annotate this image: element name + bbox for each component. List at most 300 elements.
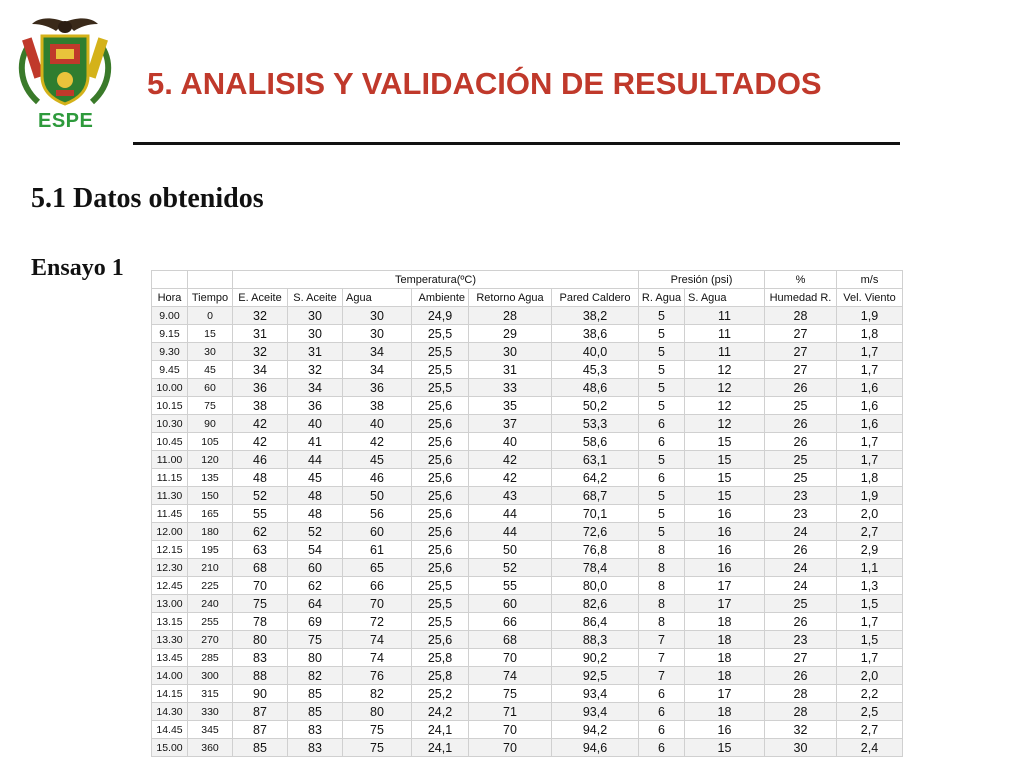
table-cell: 7 — [639, 649, 685, 667]
table-cell: 88 — [233, 667, 288, 685]
table-cell: 90 — [233, 685, 288, 703]
table-cell: 6 — [639, 721, 685, 739]
table-cell: 7 — [639, 631, 685, 649]
table-cell: 48,6 — [552, 379, 639, 397]
table-cell: 1,7 — [837, 451, 903, 469]
table-cell: 1,9 — [837, 307, 903, 325]
table-cell: 80 — [343, 703, 412, 721]
humidity-unit-header: % — [765, 271, 837, 289]
table-cell: 32 — [765, 721, 837, 739]
table-cell: 30 — [343, 307, 412, 325]
table-cell: 27 — [765, 325, 837, 343]
table-cell: 75 — [343, 739, 412, 757]
table-cell: 35 — [469, 397, 552, 415]
table-cell: 25,6 — [412, 451, 469, 469]
table-cell: 5 — [639, 505, 685, 523]
table-cell: 10.30 — [152, 415, 188, 433]
table-cell: 12.00 — [152, 523, 188, 541]
table-row — [152, 505, 903, 523]
table-cell: 11.30 — [152, 487, 188, 505]
table-cell: 52 — [233, 487, 288, 505]
table-cell: 1,6 — [837, 415, 903, 433]
table-cell: 18 — [685, 631, 765, 649]
table-cell: 6 — [639, 685, 685, 703]
table-cell: 27 — [765, 649, 837, 667]
table-cell: 8 — [639, 559, 685, 577]
table-cell: 90 — [188, 415, 233, 433]
table-cell: 82,6 — [552, 595, 639, 613]
table-cell: 6 — [639, 703, 685, 721]
table-cell: 50 — [343, 487, 412, 505]
table-cell: 210 — [188, 559, 233, 577]
table-cell: 32 — [233, 343, 288, 361]
table-cell: 26 — [765, 433, 837, 451]
table-cell: 1,5 — [837, 595, 903, 613]
table-cell: 18 — [685, 667, 765, 685]
table-cell: 75 — [288, 631, 343, 649]
table-cell: 60 — [343, 523, 412, 541]
table-row — [152, 703, 903, 721]
table-cell: 85 — [288, 703, 343, 721]
table-cell: 24,1 — [412, 721, 469, 739]
column-header: E. Aceite — [233, 289, 288, 307]
table-cell: 255 — [188, 613, 233, 631]
table-cell: 16 — [685, 523, 765, 541]
table-cell: 71 — [469, 703, 552, 721]
table-cell: 25,5 — [412, 361, 469, 379]
table-cell: 58,6 — [552, 433, 639, 451]
table-cell: 5 — [639, 325, 685, 343]
table-cell: 11.45 — [152, 505, 188, 523]
table-cell: 5 — [639, 523, 685, 541]
table-cell: 8 — [639, 577, 685, 595]
table-cell: 25,5 — [412, 613, 469, 631]
table-cell: 28 — [765, 307, 837, 325]
table-cell: 24,9 — [412, 307, 469, 325]
table-body — [152, 307, 903, 757]
table-cell: 2,7 — [837, 523, 903, 541]
table-cell: 83 — [288, 721, 343, 739]
table-cell: 5 — [639, 487, 685, 505]
table-cell: 1,8 — [837, 469, 903, 487]
table-cell: 74 — [469, 667, 552, 685]
table-cell: 1,5 — [837, 631, 903, 649]
table-cell: 12 — [685, 379, 765, 397]
table-cell: 46 — [343, 469, 412, 487]
table-cell: 15 — [685, 469, 765, 487]
table-cell: 25,6 — [412, 523, 469, 541]
table-cell: 70 — [469, 649, 552, 667]
column-header: Pared Caldero — [552, 289, 639, 307]
column-header: Tiempo — [188, 289, 233, 307]
table-cell: 300 — [188, 667, 233, 685]
results-table — [151, 270, 903, 757]
column-header: Agua — [343, 289, 412, 307]
table-cell: 18 — [685, 703, 765, 721]
table-cell: 120 — [188, 451, 233, 469]
pressure-group-header: Presión (psi) — [639, 271, 765, 289]
table-cell: 26 — [765, 379, 837, 397]
table-cell: 165 — [188, 505, 233, 523]
table-cell: 9.30 — [152, 343, 188, 361]
table-row — [152, 577, 903, 595]
table-cell: 11.00 — [152, 451, 188, 469]
table-cell: 26 — [765, 667, 837, 685]
table-cell: 2,4 — [837, 739, 903, 757]
table-cell: 5 — [639, 397, 685, 415]
table-cell: 55 — [233, 505, 288, 523]
table-cell: 12.15 — [152, 541, 188, 559]
table-cell: 40 — [343, 415, 412, 433]
temperature-group-header: Temperatura(ºC) — [233, 271, 639, 289]
table-cell: 13.45 — [152, 649, 188, 667]
table-cell: 9.45 — [152, 361, 188, 379]
logo-text: ESPE — [38, 110, 94, 132]
table-cell: 70 — [469, 721, 552, 739]
table-row — [152, 307, 903, 325]
table-cell: 13.00 — [152, 595, 188, 613]
table-cell: 24,2 — [412, 703, 469, 721]
table-cell: 75 — [188, 397, 233, 415]
table-cell: 62 — [233, 523, 288, 541]
table-cell: 25,6 — [412, 541, 469, 559]
table-cell: 25,6 — [412, 397, 469, 415]
table-cell: 37 — [469, 415, 552, 433]
table-cell: 63,1 — [552, 451, 639, 469]
university-coat-of-arms-icon — [10, 14, 120, 114]
table-cell: 93,4 — [552, 703, 639, 721]
table-cell: 56 — [343, 505, 412, 523]
table-cell: 48 — [233, 469, 288, 487]
table-cell: 82 — [288, 667, 343, 685]
table-cell: 13.15 — [152, 613, 188, 631]
table-cell: 330 — [188, 703, 233, 721]
table-cell: 6 — [639, 739, 685, 757]
table-cell: 18 — [685, 613, 765, 631]
table-cell: 38,6 — [552, 325, 639, 343]
table-row — [152, 667, 903, 685]
table-cell: 85 — [288, 685, 343, 703]
table-cell: 50,2 — [552, 397, 639, 415]
table-cell: 23 — [765, 505, 837, 523]
table-cell: 44 — [469, 505, 552, 523]
table-cell: 94,6 — [552, 739, 639, 757]
table-row — [152, 433, 903, 451]
table-cell: 60 — [288, 559, 343, 577]
table-cell: 25,6 — [412, 469, 469, 487]
table-cell: 25,8 — [412, 649, 469, 667]
table-cell: 30 — [343, 325, 412, 343]
table-cell: 44 — [469, 523, 552, 541]
table-cell: 2,5 — [837, 703, 903, 721]
table-cell: 42 — [343, 433, 412, 451]
table-cell: 1,7 — [837, 343, 903, 361]
column-header: Retorno Agua — [469, 289, 552, 307]
table-cell: 27 — [765, 343, 837, 361]
table-cell: 70 — [469, 739, 552, 757]
table-cell: 28 — [469, 307, 552, 325]
table-row — [152, 631, 903, 649]
table-cell: 31 — [469, 361, 552, 379]
table-cell: 45,3 — [552, 361, 639, 379]
table-cell: 360 — [188, 739, 233, 757]
table-cell: 315 — [188, 685, 233, 703]
table-cell: 25,6 — [412, 415, 469, 433]
table-cell: 1,7 — [837, 433, 903, 451]
table-row — [152, 721, 903, 739]
table-cell: 43 — [469, 487, 552, 505]
table-cell: 15 — [685, 487, 765, 505]
column-header: Ambiente — [412, 289, 469, 307]
table-cell: 6 — [639, 469, 685, 487]
column-header: R. Agua — [639, 289, 685, 307]
table-cell: 31 — [233, 325, 288, 343]
table-cell: 48 — [288, 487, 343, 505]
table-cell: 105 — [188, 433, 233, 451]
table-cell: 2,2 — [837, 685, 903, 703]
table-cell: 25,6 — [412, 631, 469, 649]
table-cell: 8 — [639, 541, 685, 559]
column-header: Humedad R. — [765, 289, 837, 307]
table-row — [152, 451, 903, 469]
table-cell: 38,2 — [552, 307, 639, 325]
table-cell: 2,0 — [837, 505, 903, 523]
table-cell: 41 — [288, 433, 343, 451]
title-divider — [133, 142, 900, 145]
table-cell: 1,8 — [837, 325, 903, 343]
table-cell: 24 — [765, 577, 837, 595]
table-cell: 70 — [343, 595, 412, 613]
table-cell: 45 — [343, 451, 412, 469]
table-cell: 31 — [288, 343, 343, 361]
table-cell: 64 — [288, 595, 343, 613]
table-cell: 72 — [343, 613, 412, 631]
table-cell: 9.15 — [152, 325, 188, 343]
table-cell: 25 — [765, 397, 837, 415]
table-cell: 62 — [288, 577, 343, 595]
table-cell: 5 — [639, 343, 685, 361]
table-cell: 70,1 — [552, 505, 639, 523]
table-cell: 44 — [288, 451, 343, 469]
table-cell: 24 — [765, 559, 837, 577]
table-cell: 34 — [233, 361, 288, 379]
table-row — [152, 685, 903, 703]
table-row — [152, 541, 903, 559]
table-cell: 26 — [765, 415, 837, 433]
table-cell: 52 — [469, 559, 552, 577]
table-cell: 5 — [639, 307, 685, 325]
table-cell: 8 — [639, 595, 685, 613]
table-cell: 1,6 — [837, 379, 903, 397]
table-cell: 2,7 — [837, 721, 903, 739]
table-cell: 225 — [188, 577, 233, 595]
table-cell: 76 — [343, 667, 412, 685]
wind-unit-header: m/s — [837, 271, 903, 289]
table-cell: 92,5 — [552, 667, 639, 685]
table-cell: 54 — [288, 541, 343, 559]
table-cell: 15 — [685, 739, 765, 757]
table-cell: 68,7 — [552, 487, 639, 505]
table-cell: 85 — [233, 739, 288, 757]
table-cell: 60 — [188, 379, 233, 397]
table-cell: 1,7 — [837, 361, 903, 379]
table-cell: 66 — [343, 577, 412, 595]
table-row — [152, 325, 903, 343]
table-cell: 82 — [343, 685, 412, 703]
table-cell: 30 — [288, 325, 343, 343]
table-cell: 30 — [765, 739, 837, 757]
blank-header — [152, 271, 188, 289]
table-cell: 1,9 — [837, 487, 903, 505]
table-cell: 15 — [685, 451, 765, 469]
table-cell: 42 — [233, 433, 288, 451]
table-cell: 36 — [288, 397, 343, 415]
column-header: S. Agua — [685, 289, 765, 307]
table-cell: 25,6 — [412, 505, 469, 523]
table-row — [152, 487, 903, 505]
table-row — [152, 649, 903, 667]
column-header-row — [152, 289, 903, 307]
table-cell: 68 — [469, 631, 552, 649]
table-cell: 26 — [765, 541, 837, 559]
section-title: 5.1 Datos obtenidos — [31, 183, 264, 214]
table-cell: 69 — [288, 613, 343, 631]
table-cell: 90,2 — [552, 649, 639, 667]
table-cell: 14.00 — [152, 667, 188, 685]
table-cell: 11 — [685, 307, 765, 325]
table-cell: 14.30 — [152, 703, 188, 721]
table-cell: 48 — [288, 505, 343, 523]
table-cell: 65 — [343, 559, 412, 577]
table-cell: 17 — [685, 577, 765, 595]
table-cell: 80 — [233, 631, 288, 649]
table-cell: 80,0 — [552, 577, 639, 595]
table-cell: 42 — [469, 451, 552, 469]
table-row — [152, 739, 903, 757]
table-cell: 8 — [639, 613, 685, 631]
table-cell: 34 — [343, 343, 412, 361]
table-cell: 38 — [343, 397, 412, 415]
table-cell: 27 — [765, 361, 837, 379]
table-cell: 25,6 — [412, 433, 469, 451]
table-cell: 23 — [765, 631, 837, 649]
table-cell: 9.00 — [152, 307, 188, 325]
table-cell: 87 — [233, 721, 288, 739]
table-cell: 25,5 — [412, 325, 469, 343]
column-header: Vel. Viento — [837, 289, 903, 307]
table-cell: 5 — [639, 379, 685, 397]
table-cell: 10.45 — [152, 433, 188, 451]
table-cell: 26 — [765, 613, 837, 631]
table-cell: 61 — [343, 541, 412, 559]
table-cell: 12.45 — [152, 577, 188, 595]
column-header: S. Aceite — [288, 289, 343, 307]
table-cell: 11.15 — [152, 469, 188, 487]
table-cell: 88,3 — [552, 631, 639, 649]
table-cell: 15 — [188, 325, 233, 343]
table-cell: 1,1 — [837, 559, 903, 577]
page-title: 5. ANALISIS Y VALIDACIÓN DE RESULTADOS — [147, 66, 822, 101]
table-cell: 42 — [233, 415, 288, 433]
table-cell: 52 — [288, 523, 343, 541]
table-cell: 2,9 — [837, 541, 903, 559]
table-cell: 15.00 — [152, 739, 188, 757]
table-cell: 93,4 — [552, 685, 639, 703]
table-cell: 15 — [685, 433, 765, 451]
table-cell: 23 — [765, 487, 837, 505]
table-cell: 5 — [639, 361, 685, 379]
table-cell: 70 — [233, 577, 288, 595]
table-cell: 16 — [685, 541, 765, 559]
table-cell: 33 — [469, 379, 552, 397]
table-cell: 42 — [469, 469, 552, 487]
table-cell: 25,8 — [412, 667, 469, 685]
table-cell: 74 — [343, 631, 412, 649]
table-cell: 150 — [188, 487, 233, 505]
table-row — [152, 523, 903, 541]
table-cell: 5 — [639, 451, 685, 469]
table-row — [152, 379, 903, 397]
table-cell: 6 — [639, 415, 685, 433]
table-cell: 34 — [343, 361, 412, 379]
table-cell: 180 — [188, 523, 233, 541]
table-cell: 6 — [639, 433, 685, 451]
table-cell: 25,5 — [412, 595, 469, 613]
table-cell: 16 — [685, 721, 765, 739]
table-cell: 270 — [188, 631, 233, 649]
table-cell: 63 — [233, 541, 288, 559]
table-cell: 45 — [288, 469, 343, 487]
table-cell: 40,0 — [552, 343, 639, 361]
table-cell: 25 — [765, 451, 837, 469]
table-cell: 55 — [469, 577, 552, 595]
table-cell: 32 — [288, 361, 343, 379]
table-subtitle: Ensayo 1 — [31, 255, 124, 281]
table-cell: 78 — [233, 613, 288, 631]
table-cell: 86,4 — [552, 613, 639, 631]
table-cell: 34 — [288, 379, 343, 397]
table-cell: 80 — [288, 649, 343, 667]
table-cell: 285 — [188, 649, 233, 667]
table-cell: 28 — [765, 685, 837, 703]
table-cell: 83 — [288, 739, 343, 757]
table-cell: 68 — [233, 559, 288, 577]
table-cell: 17 — [685, 685, 765, 703]
table-row — [152, 469, 903, 487]
table-cell: 24,1 — [412, 739, 469, 757]
table-cell: 76,8 — [552, 541, 639, 559]
table-cell: 10.15 — [152, 397, 188, 415]
table-cell: 25,5 — [412, 577, 469, 595]
table-cell: 16 — [685, 559, 765, 577]
table-cell: 7 — [639, 667, 685, 685]
table-cell: 28 — [765, 703, 837, 721]
table-cell: 345 — [188, 721, 233, 739]
table-row — [152, 343, 903, 361]
table-cell: 16 — [685, 505, 765, 523]
table-cell: 24 — [765, 523, 837, 541]
table-cell: 40 — [288, 415, 343, 433]
table-cell: 13.30 — [152, 631, 188, 649]
table-cell: 78,4 — [552, 559, 639, 577]
blank-header — [188, 271, 233, 289]
table-cell: 30 — [469, 343, 552, 361]
table-cell: 40 — [469, 433, 552, 451]
table-cell: 36 — [343, 379, 412, 397]
table-cell: 18 — [685, 649, 765, 667]
table-cell: 0 — [188, 307, 233, 325]
table-cell: 75 — [343, 721, 412, 739]
